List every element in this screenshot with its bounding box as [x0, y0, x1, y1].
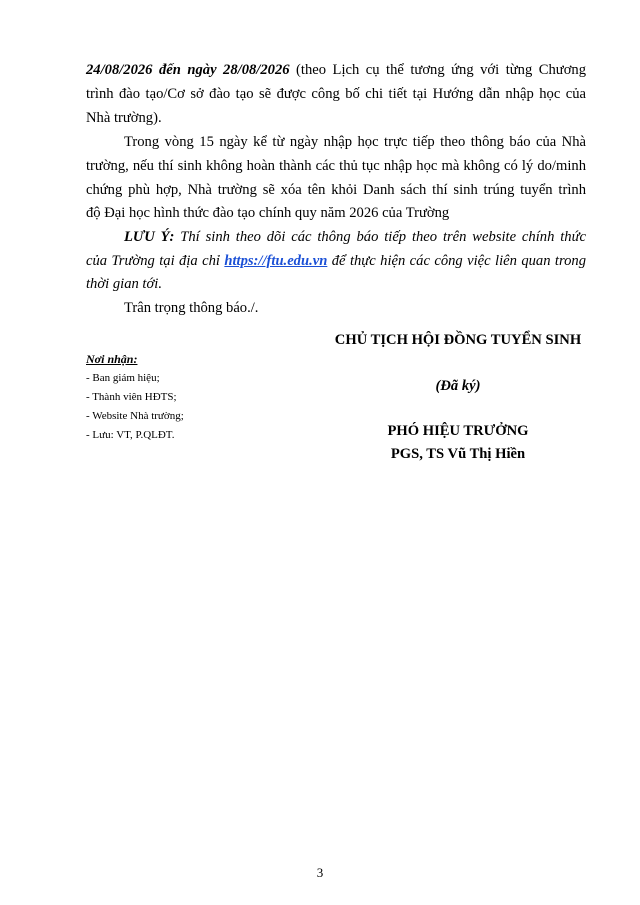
signature-name: PGS, TS Vũ Thị Hiền [390, 446, 526, 462]
closing-text: Trân trọng thông báo./. [124, 300, 259, 316]
para1-line2: trình đào tạo/Cơ sở đào tạo sẽ được công bố chi tiết tại Hướng dẫn nhập học của [86, 86, 586, 102]
recipient-item: - Lưu: VT, P.QLĐT. [86, 429, 175, 441]
signature-status: (Đã ký) [435, 378, 481, 394]
recipients-block [86, 350, 184, 445]
recipient-item: - Website Nhà trường; [86, 410, 184, 422]
recipient-item: - Ban giám hiệu; [86, 372, 160, 384]
admission-dates: 24/08/2026 đến ngày 28/08/2026 [86, 62, 290, 78]
para1-line1: 24/08/2026 đến ngày 28/08/2026 (theo Lịch cụ thể tương ứng với từng Chương [86, 62, 587, 78]
note-line1: LƯU Ý: Thí sinh theo dõi các thông báo tiếp theo trên website chính thức [124, 229, 587, 245]
para2-line4: độ Đại học hình thức đào tạo chính quy năm 2026 của Trường [86, 205, 450, 221]
para2-line1: Trong vòng 15 ngày kể từ ngày nhập học trực tiếp theo thông báo của Nhà [124, 134, 586, 150]
para2-line2: trường, nếu thí sinh không hoàn thành các thủ tục nhập học mà không có lý do/minh [86, 158, 586, 174]
page-number: 3 [316, 865, 324, 880]
recipients-heading: Nơi nhận: [86, 352, 138, 366]
recipient-item: - Thành viên HĐTS; [86, 391, 177, 403]
note-line2: của Trường tại địa chỉ https://ftu.edu.vn để thực hiện các công việc liên quan trong [86, 253, 586, 269]
para2-line3: chứng phù hợp, Nhà trường sẽ xóa tên khỏi Danh sách thí sinh trúng tuyển trình [86, 182, 586, 198]
note-label: LƯU Ý: [124, 229, 175, 245]
signature-position: PHÓ HIỆU TRƯỞNG [387, 423, 529, 439]
note-line3: thời gian tới. [86, 276, 162, 292]
para1-line3: Nhà trường). [86, 110, 162, 126]
signature-title: CHỦ TỊCH HỘI ĐỒNG TUYỂN SINH [334, 332, 582, 348]
website-link[interactable]: https://ftu.edu.vn [224, 253, 328, 269]
